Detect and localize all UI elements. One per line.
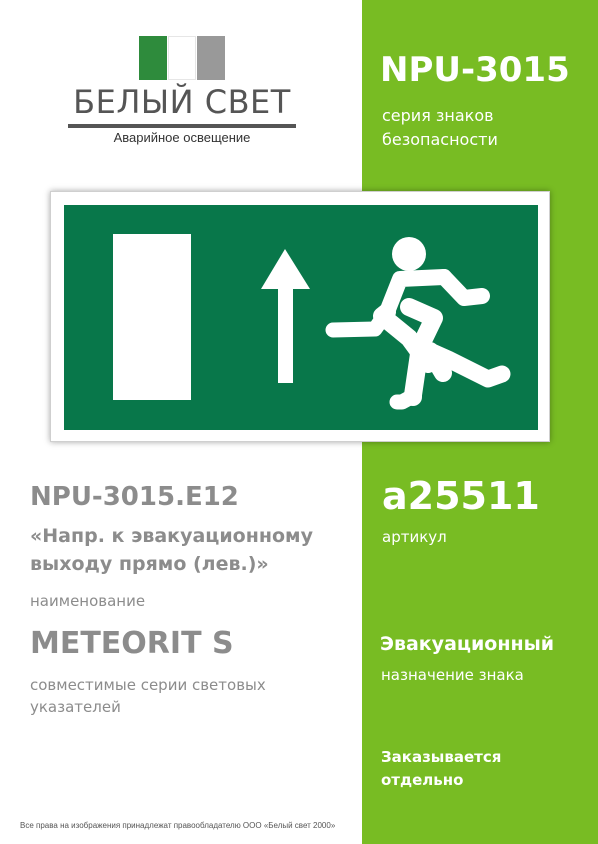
copyright-notice: Все права на изображения принадлежат правообладателю ООО «Белый свет 2000»	[20, 821, 336, 830]
sign-purpose-label: назначение знака	[381, 666, 524, 684]
safety-sign	[50, 191, 550, 442]
logo-underline	[68, 124, 296, 128]
order-note: Заказывается отдельно	[381, 748, 502, 789]
article-number: a25511	[382, 474, 540, 518]
brand-logo	[66, 36, 298, 148]
logo-bar-green	[139, 36, 167, 80]
logo-bar-gray	[197, 36, 225, 80]
article-label: артикул	[382, 528, 447, 546]
series-label: серия знаков безопасности	[382, 106, 498, 149]
logo-brand-text: БЕЛЫЙ СВЕТ	[73, 83, 291, 121]
compatible-series-label: совместимые серии световых указателей	[30, 676, 266, 716]
logo-tagline: Аварийное освещение	[113, 130, 251, 145]
product-name-label: наименование	[30, 592, 146, 610]
door-icon	[113, 234, 191, 400]
product-name: «Напр. к эвакуационному выходу прямо (лев.)»	[30, 525, 313, 575]
series-model: NPU-3015	[380, 50, 570, 90]
sign-purpose: Эвакуационный	[380, 633, 555, 655]
sign-graphic	[64, 205, 538, 430]
logo-color-bars	[139, 36, 225, 80]
logo-bar-white	[168, 36, 196, 80]
product-code: NPU-3015.E12	[30, 482, 239, 512]
compatible-series: METEORIT S	[30, 626, 234, 661]
